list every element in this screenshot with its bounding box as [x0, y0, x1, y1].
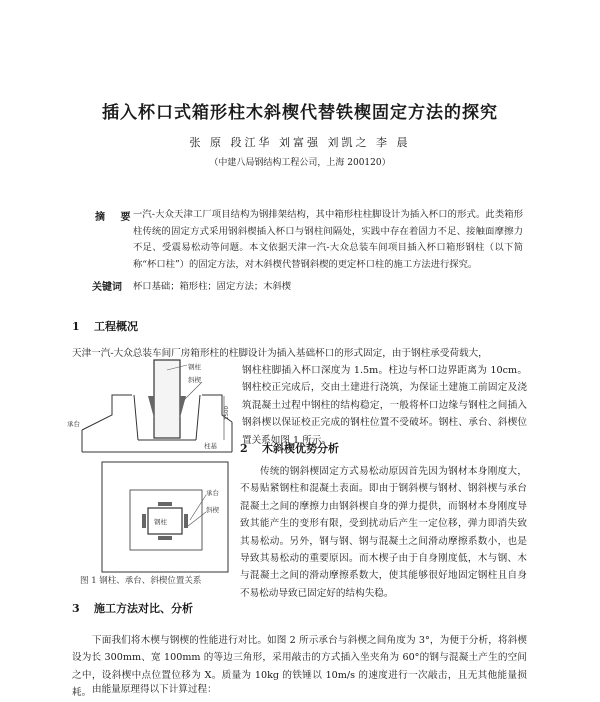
abstract-label: 摘 要: [95, 212, 137, 223]
paper-title: 插入杯口式箱形柱木斜楔代替铁楔固定方法的探究: [102, 103, 498, 123]
label-cap: 承台: [67, 420, 80, 428]
label-wedge: 斜楔: [188, 376, 201, 384]
abstract-text: 一汽-大众天津工厂项目结构为钢排架结构，其中箱形柱柱脚设计为插入杯口的形式。此类箱形柱传统的固定方式采用钢斜楔插入杯口与钢柱间隔处，实践中存在着固力不足、接触面摩擦力不足、受震易松动等问题。本文依据天津一汽-大众总装车间项目插入杯口箱形钢柱（以下简称“杯口柱”）的固定方法，对木斜楔代替钢斜楔的更定杯口柱的施工方法进行探究。: [133, 209, 523, 271]
section-1-heading: [72, 318, 138, 334]
plan-view: [102, 462, 228, 572]
steel-column-shape: [154, 360, 180, 438]
label-plan-column: 钢柱: [154, 518, 167, 526]
section-1-title: 工程概况: [94, 320, 138, 333]
section-1-paragraph-lead: 天津一汽-大众总装车间厂房箱形柱的柱脚设计为插入基础杯口的形式固定，由于钢柱承受荷载大，: [72, 348, 488, 359]
section-1-paragraph: 钢柱柱脚插入杯口深度为 1.5m。柱边与杯口边界距离为 10cm。钢柱校正完成后，交由土建进行浇筑，为保证土建施工前固定及浇筑混凝土过程中钢柱的结构稳定，一般将杯口边缘与钢柱之间插入钢斜楔以保证校正完成的钢柱位置不受破坏。钢柱、承台、斜楔位置关系如图 1 所示。: [242, 365, 527, 446]
section-3-last-line: 由能量原理得以下计算过程：: [92, 684, 217, 695]
section-3-paragraph: 下面我们将木楔与钢楔的性能进行对比。如图 2 所示承台与斜楔之间角度为 3°，为便于分析，将斜楔设为长 300mm、宽 100mm 的等边三角形，采用敲击的方式插入坐夹角为 60°的钢与混凝土产生的空间之中，设斜楔中点位置位移为 X。质量为 10kg 的铁锤以 10m/s 的速度进行一次敲击，且无其他能量损耗。: [72, 635, 527, 699]
section-2-heading: [240, 440, 339, 456]
wedge-shape-left: [148, 396, 154, 418]
authors: 张 原 段江华 刘富强 刘凯之 李 晨: [189, 136, 411, 149]
affiliation: （中建八局钢结构工程公司，上海 200120）: [209, 158, 391, 168]
section-2-number: 2: [240, 442, 248, 455]
figure-1: [67, 360, 237, 582]
section-3-title: 施工方法对比、分析: [94, 602, 193, 615]
section-3-number: 3: [72, 602, 80, 615]
keywords-label: 关键词: [92, 282, 122, 293]
section-3-heading: [72, 600, 193, 616]
section-2-paragraph: 传统的钢斜楔固定方式易松动原因首先因为钢材本身刚度大，不易贴紧钢柱和混凝土表面。即由于钢斜楔与钢材、钢斜楔与承台混凝土之间的摩擦力由钢斜楔自身的弹力提供，而钢材本身刚度导致其能产生的变形有限，受到扰动后产生一定位移，弹力即消失致其易松动。另外，钢与钢、钢与混凝土之间滑动摩擦系数小，也是导致其易松动的重要原因。而木楔子由于自身刚度低，木与钢、木与混凝土之间的滑动摩擦系数大，使其能够很好地固定钢柱且自身不易松动导致已固定好的结构失稳。: [240, 466, 527, 599]
label-dim: 1500: [224, 406, 230, 420]
keywords-text: 杯口基础；箱形柱；固定方法；木斜楔: [133, 281, 292, 292]
section-2-title: 木斜楔优势分析: [262, 442, 339, 455]
elevation-view: [67, 360, 232, 452]
label-plan-wedge: 斜楔: [206, 506, 219, 514]
section-1-number: 1: [72, 320, 80, 333]
label-steel-column: 钢柱: [188, 363, 201, 371]
label-plan-cap: 承台: [206, 489, 219, 497]
figure-1-caption: 图 1 钢柱、承台、斜楔位置关系: [80, 576, 202, 586]
label-pile: 柱基: [204, 442, 217, 450]
